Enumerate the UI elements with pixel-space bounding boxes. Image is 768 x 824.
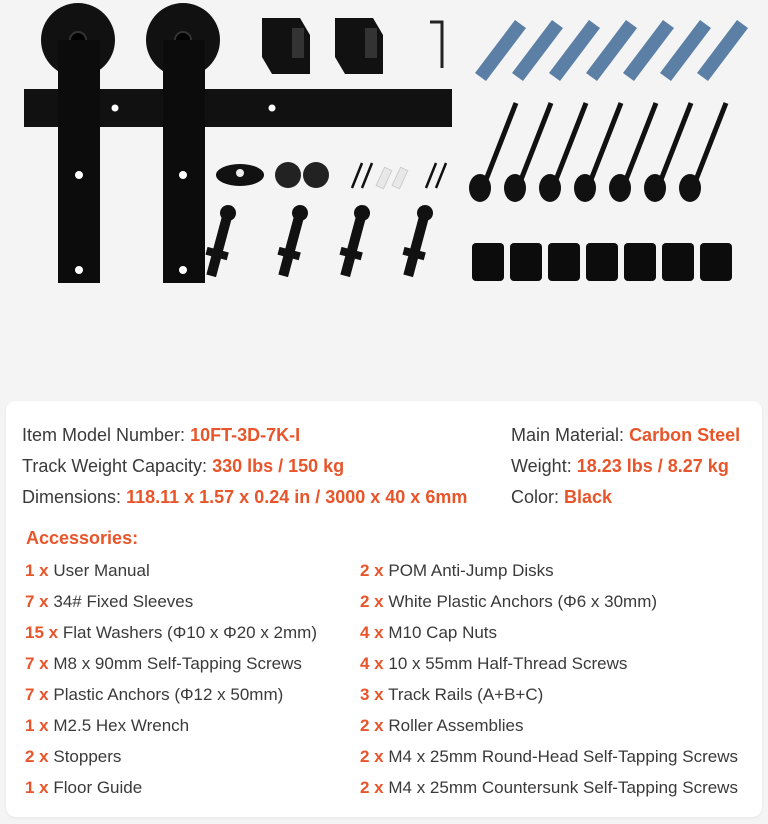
half-thread-screws [201, 202, 438, 278]
roller-assembly [41, 3, 115, 283]
item-qty: 2 x [360, 747, 384, 766]
item-qty: 7 x [25, 685, 49, 704]
roller-assembly [146, 3, 220, 283]
item-qty: 2 x [360, 778, 384, 797]
item-qty: 2 x [360, 561, 384, 580]
anti-jump-disks [275, 162, 329, 188]
item-name: Flat Washers (Φ10 x Φ20 x 2mm) [62, 623, 317, 642]
spec-value: 18.23 lbs / 8.27 kg [576, 456, 729, 476]
item-name: M4 x 25mm Round-Head Self-Tapping Screws [388, 747, 738, 766]
list-item [25, 684, 317, 715]
item-name: Plastic Anchors (Φ12 x 50mm) [53, 685, 284, 704]
list-item [360, 746, 738, 777]
item-qty: 1 x [25, 561, 49, 580]
item-name: 10 x 55mm Half-Thread Screws [388, 654, 628, 673]
list-item [25, 591, 317, 622]
item-qty: 2 x [25, 747, 49, 766]
item-qty: 3 x [360, 685, 384, 704]
item-name: Stoppers [53, 747, 122, 766]
item-qty: 7 x [25, 654, 49, 673]
item-name: POM Anti-Jump Disks [388, 561, 554, 580]
list-item [25, 777, 317, 808]
spec-material [511, 424, 740, 446]
item-name: Floor Guide [53, 778, 143, 797]
list-item [25, 560, 317, 591]
fixed-sleeves [472, 243, 732, 281]
white-anchors [376, 167, 408, 189]
list-item [360, 777, 738, 808]
list-item [25, 653, 317, 684]
list-item [360, 591, 738, 622]
item-name: 34# Fixed Sleeves [53, 592, 194, 611]
item-qty: 2 x [360, 716, 384, 735]
spec-value: 10FT-3D-7K-I [190, 425, 301, 445]
item-name: Roller Assemblies [388, 716, 524, 735]
item-name: Track Rails (A+B+C) [388, 685, 544, 704]
list-item [360, 622, 738, 653]
spec-dimensions [22, 486, 467, 508]
spec-value: 118.11 x 1.57 x 0.24 in / 3000 x 40 x 6mm [126, 487, 468, 507]
spec-weight [511, 455, 729, 477]
item-name: M4 x 25mm Countersunk Self-Tapping Screws [388, 778, 738, 797]
spec-value: Carbon Steel [629, 425, 741, 445]
spec-label: Main Material: [511, 425, 625, 445]
spec-label: Dimensions: [22, 487, 122, 507]
item-name: M2.5 Hex Wrench [53, 716, 190, 735]
spec-value: Black [564, 487, 613, 507]
spec-label: Item Model Number: [22, 425, 186, 445]
spec-color [511, 486, 612, 508]
accessories-list-right [360, 560, 738, 808]
item-name: White Plastic Anchors (Φ6 x 30mm) [388, 592, 658, 611]
list-item [360, 684, 738, 715]
item-name: M8 x 90mm Self-Tapping Screws [53, 654, 302, 673]
spec-model [22, 424, 300, 446]
spec-value: 330 lbs / 150 kg [212, 456, 345, 476]
list-item [25, 715, 317, 746]
spec-capacity [22, 455, 344, 477]
item-qty: 4 x [360, 623, 384, 642]
hardware-kit-illustration [0, 0, 768, 395]
floor-guide [216, 164, 264, 186]
hex-wrench [430, 22, 442, 68]
item-qty: 7 x [25, 592, 49, 611]
plastic-anchors [475, 20, 748, 81]
item-qty: 4 x [360, 654, 384, 673]
stopper [335, 18, 383, 74]
list-item [360, 653, 738, 684]
item-qty: 1 x [25, 778, 49, 797]
accessories-list-left [25, 560, 317, 808]
spec-label: Track Weight Capacity: [22, 456, 208, 476]
stopper [262, 18, 310, 74]
list-item [25, 746, 317, 777]
list-item [360, 715, 738, 746]
item-qty: 15 x [25, 623, 59, 642]
list-item [25, 622, 317, 653]
spec-card [6, 401, 762, 817]
item-name: M10 Cap Nuts [388, 623, 498, 642]
item-qty: 2 x [360, 592, 384, 611]
list-item [360, 560, 738, 591]
item-name: User Manual [53, 561, 150, 580]
spec-label: Color: [511, 487, 560, 507]
spec-label: Weight: [511, 456, 572, 476]
product-photo [0, 0, 768, 395]
flat-washers [469, 174, 701, 202]
item-qty: 1 x [25, 716, 49, 735]
accessories-title: Accessories: [26, 528, 139, 548]
